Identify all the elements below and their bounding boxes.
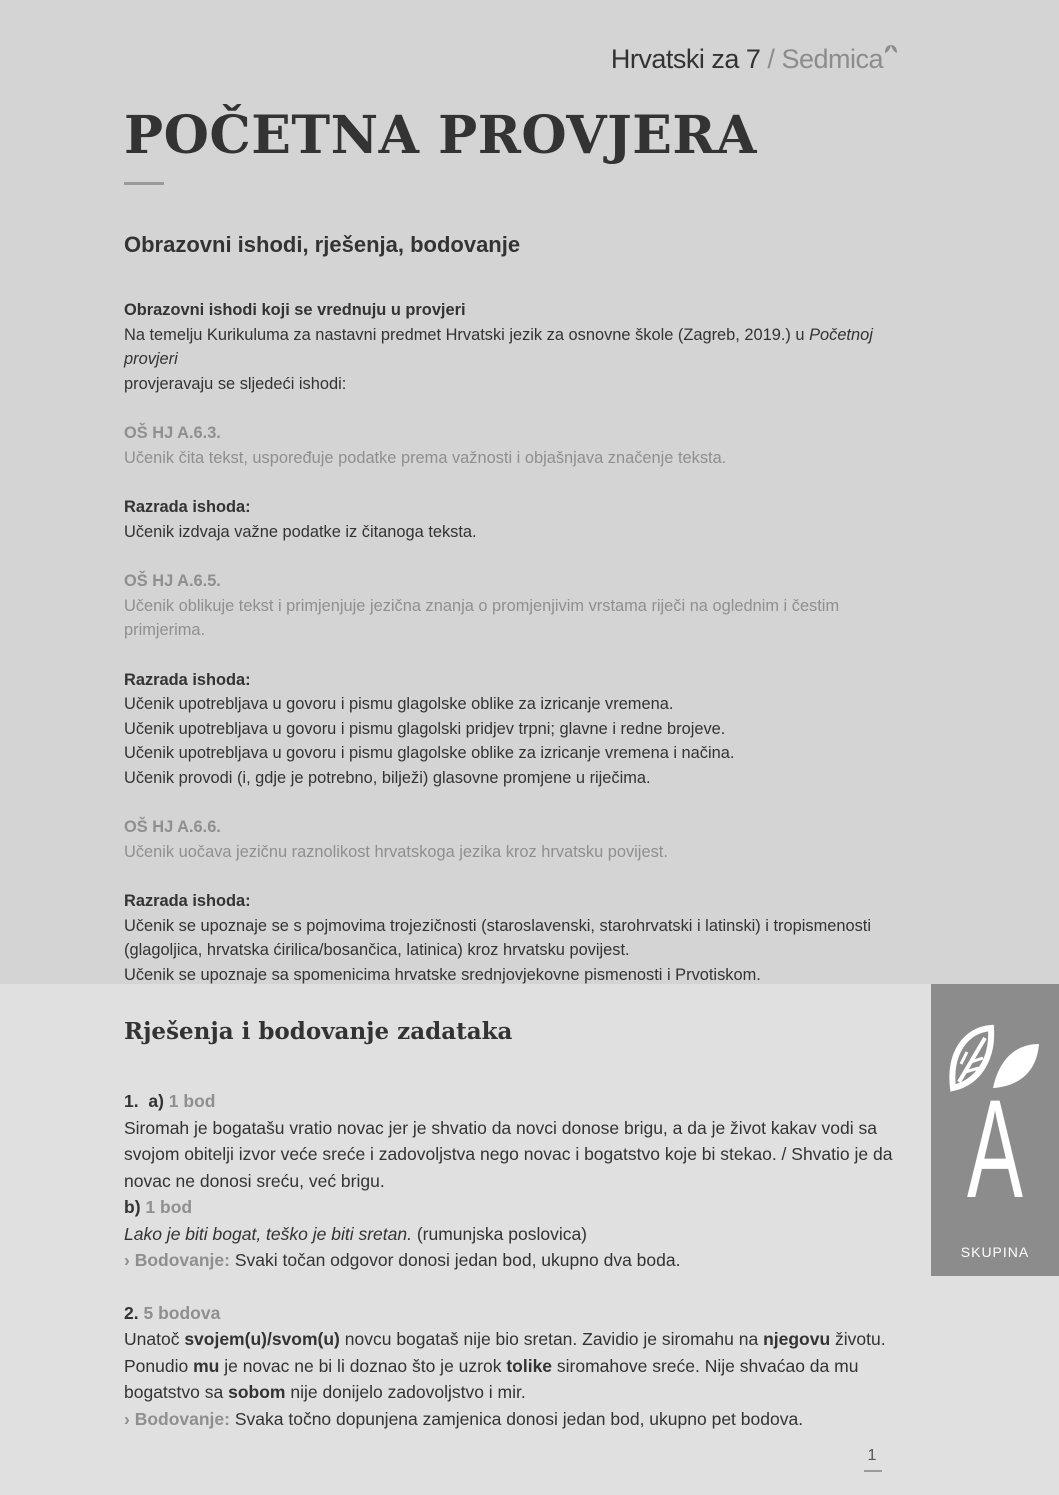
brand-header — [611, 44, 904, 75]
task2-answer: Unatoč svojem(u)/svom(u) novcu bogataš nije bio sretan. Zavidio je siromahu na njegovu životu. Ponudio mu je novac ne bi li doznao što je uzrok tolike siromahove sreće. Nije shvaćao da mu bogatstvo sa sobom nije donijelo zadovoljstvo i mir. — [124, 1329, 886, 1402]
page-title: POČETNA PROVJERA — [124, 105, 757, 166]
razrada-line: (glagoljica, hrvatska ćirilica/bosančica, latinica) kroz hrvatsku povijest. — [124, 941, 630, 959]
group-label: SKUPINA — [960, 1244, 1030, 1260]
razrada-line: Učenik upotrebljava u govoru i pismu glagolske oblike za izricanje vremena i načina. — [124, 744, 735, 762]
outcome-code: OŠ HJ A.6.3. — [124, 424, 221, 442]
razrada-label: Razrada ishoda: — [124, 498, 251, 516]
razrada-line: Učenik provodi (i, gdje je potrebno, bilježi) glasovne promjene u riječima. — [124, 768, 651, 787]
task1-b-answer: Lako je biti bogat, teško je biti sretan. (rumunjska poslovica) — [124, 1223, 588, 1244]
razrada-line: Učenik upotrebljava u govoru i pismu glagolski pridjev trpni; glavne i redne brojeve. — [124, 719, 726, 738]
outcome-desc: Učenik oblikuje tekst i primjenjuje jezična znanja o promjenjivim vrstama riječi na oglednim i čestim primjerima. — [124, 596, 840, 639]
intro-heading: Obrazovni ishodi koji se vrednuju u provjeri — [124, 301, 466, 319]
brand-main: Hrvatski za 7 — [610, 44, 761, 74]
razrada-line: Učenik izdvaja važne podatke iz čitanoga teksta. — [124, 522, 477, 541]
outcome-code: OŠ HJ A.6.6. — [124, 818, 221, 836]
outcome-desc: Učenik uočava jezičnu raznolikost hrvatskoga jezika kroz hrvatsku povijest. — [124, 842, 668, 861]
intro-text: Na temelju Kurikuluma za nastavni predmet Hrvatski jezik za osnovne škole (Zagreb, 2019.) u Početnoj provjeri provjeravaju se sljedeći ishodi: — [124, 325, 873, 393]
group-tab — [931, 984, 1059, 1276]
brand-sub: Sedmica — [781, 44, 883, 74]
task2-header: 2. 5 bodova — [124, 1302, 221, 1323]
group-letter: A — [966, 1070, 1024, 1227]
outcome-desc: Učenik čita tekst, uspoređuje podatke prema važnosti i objašnjava značenje teksta. — [124, 448, 727, 467]
section-title-solutions: Rješenja i bodovanje zadataka — [124, 1018, 513, 1045]
outcomes-content — [124, 298, 924, 987]
razrada-line: Učenik upotrebljava u govoru i pismu glagolske oblike za izricanje vremena. — [124, 695, 674, 713]
task1-scoring: › Bodovanje: Svaki točan odgovor donosi jedan bod, ukupno dva boda. — [124, 1250, 681, 1270]
task2-scoring: › Bodovanje: Svaka točno dopunjena zamjenica donosi jedan bod, ukupno pet bodova. — [124, 1408, 804, 1429]
task1-header: 1. a) 1 bod — [124, 1091, 216, 1111]
task1-a-answer: Siromah je bogatašu vratio novac jer je shvatio da novci donose brigu, a da je život kakav vodi sa svojom obitelji izvor veće sreće i zadovoljstva nego novac i bogatstvo koje bi stekao. / Shvatio je da novac ne donosi sreću, već brigu. — [124, 1117, 893, 1191]
title-divider — [124, 182, 164, 185]
task1-b-header: b) 1 bod — [124, 1197, 193, 1217]
outcome-code: OŠ HJ A.6.5. — [124, 572, 221, 590]
razrada-label: Razrada ishoda: — [124, 670, 251, 689]
razrada-line: Učenik se upoznaje sa spomenicima hrvatske srednjovjekovne pismenosti i Prvotiskom. — [124, 965, 761, 984]
razrada-line: Učenik se upoznaje se s pojmovima trojezičnosti (staroslavenski, starohrvatski i latinski) i tropismenosti — [124, 916, 871, 935]
solutions-content — [124, 1088, 914, 1432]
page-number: 1 — [867, 1447, 877, 1464]
page-number-rule — [864, 1470, 882, 1472]
section-title-outcomes: Obrazovni ishodi, rješenja, bodovanje — [124, 232, 521, 257]
leaf-icon — [884, 30, 898, 40]
brand-separator: / — [767, 44, 775, 74]
razrada-label: Razrada ishoda: — [124, 892, 251, 910]
